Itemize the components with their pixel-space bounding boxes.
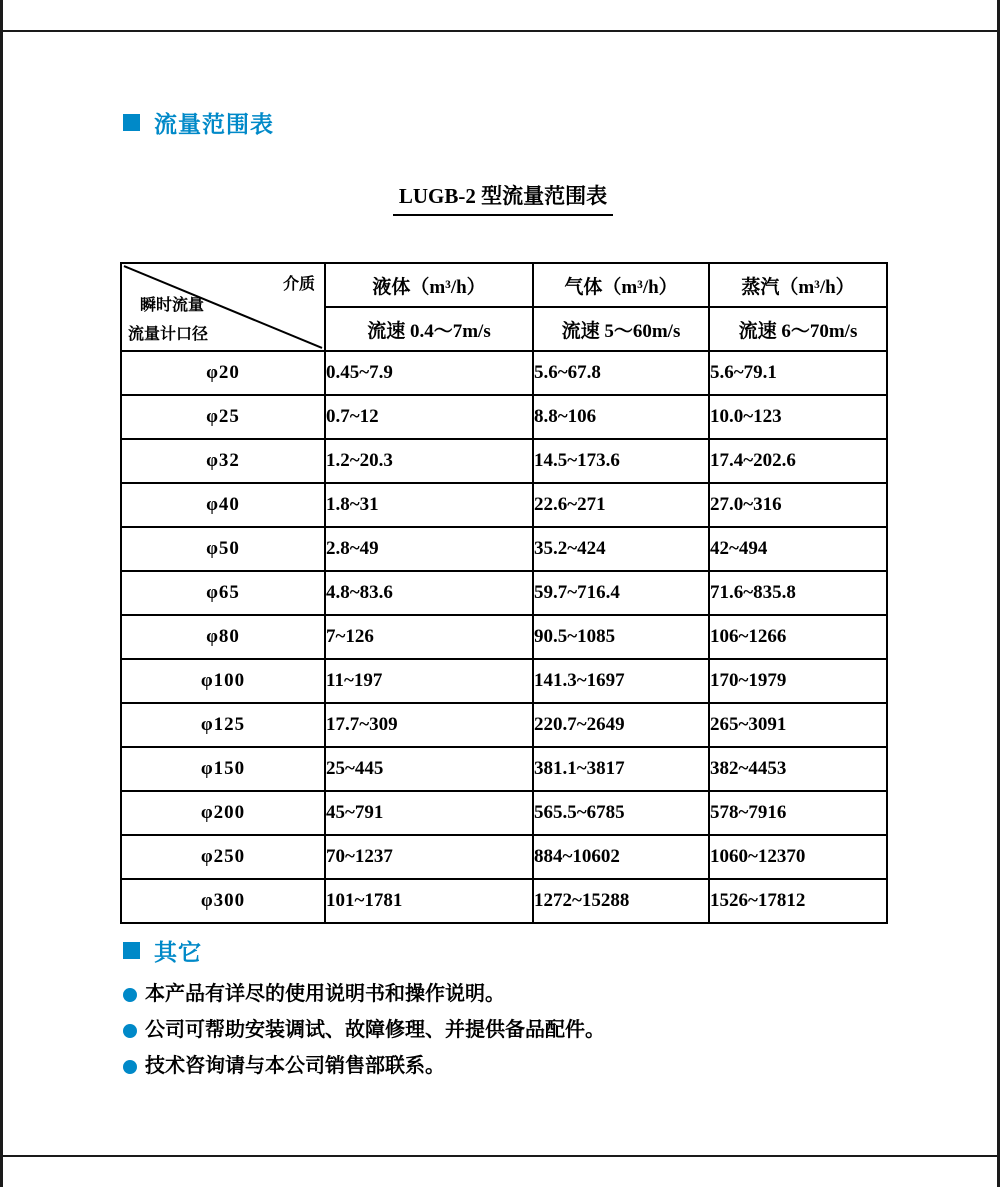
cell-gas: 1272~15288 — [533, 879, 709, 923]
cell-size: φ40 — [121, 483, 325, 527]
cell-liquid: 7~126 — [325, 615, 533, 659]
cell-steam: 382~4453 — [709, 747, 887, 791]
cell-liquid: 17.7~309 — [325, 703, 533, 747]
cell-size: φ300 — [121, 879, 325, 923]
bottom-divider — [3, 1155, 1000, 1157]
cell-size: φ200 — [121, 791, 325, 835]
cell-steam: 106~1266 — [709, 615, 887, 659]
cell-liquid: 0.45~7.9 — [325, 351, 533, 395]
table-row — [121, 351, 887, 395]
cell-steam: 578~7916 — [709, 791, 887, 835]
cell-steam: 17.4~202.6 — [709, 439, 887, 483]
cell-gas: 22.6~271 — [533, 483, 709, 527]
cell-size: φ125 — [121, 703, 325, 747]
cell-liquid: 11~197 — [325, 659, 533, 703]
cell-liquid: 70~1237 — [325, 835, 533, 879]
circle-bullet-icon — [123, 1060, 137, 1074]
cell-gas: 14.5~173.6 — [533, 439, 709, 483]
cell-gas: 35.2~424 — [533, 527, 709, 571]
cell-liquid: 2.8~49 — [325, 527, 533, 571]
section-heading-flow-range — [123, 106, 274, 139]
cell-steam: 1060~12370 — [709, 835, 887, 879]
table-row — [121, 439, 887, 483]
corner-label-diameter: 流量计口径 — [128, 326, 209, 343]
cell-size: φ50 — [121, 527, 325, 571]
table-row — [121, 879, 887, 923]
table-row — [121, 835, 887, 879]
cell-steam: 170~1979 — [709, 659, 887, 703]
table-caption-text: LUGB-2 型流量范围表 — [393, 180, 613, 216]
cell-liquid: 0.7~12 — [325, 395, 533, 439]
table-caption — [3, 180, 1000, 216]
table-row — [121, 483, 887, 527]
corner-label-media: 介质 — [282, 276, 315, 293]
cell-liquid: 4.8~83.6 — [325, 571, 533, 615]
section-title-text: 其它 — [154, 940, 202, 966]
cell-size: φ65 — [121, 571, 325, 615]
header-speed-steam: 流速 6～70m/s — [709, 307, 887, 351]
table-header-row — [121, 263, 887, 307]
cell-liquid: 101~1781 — [325, 879, 533, 923]
table-row — [121, 527, 887, 571]
header-speed-liquid: 流速 0.4～7m/s — [325, 307, 533, 351]
list-item — [123, 1054, 923, 1078]
cell-size: φ250 — [121, 835, 325, 879]
cell-size: φ25 — [121, 395, 325, 439]
cell-gas: 220.7~2649 — [533, 703, 709, 747]
table-row — [121, 791, 887, 835]
header-media-steam: 蒸汽（m³/h） — [709, 263, 887, 307]
cell-steam: 10.0~123 — [709, 395, 887, 439]
square-bullet-icon — [123, 114, 140, 131]
note-text: 本产品有详尽的使用说明书和操作说明。 — [145, 983, 505, 1005]
section-heading-other — [123, 934, 202, 967]
section-title-text: 流量范围表 — [154, 112, 274, 138]
top-divider — [3, 30, 1000, 32]
circle-bullet-icon — [123, 1024, 137, 1038]
cell-size: φ32 — [121, 439, 325, 483]
table-corner-cell — [121, 263, 325, 351]
cell-size: φ20 — [121, 351, 325, 395]
cell-liquid: 25~445 — [325, 747, 533, 791]
list-item — [123, 1018, 923, 1042]
table-row — [121, 747, 887, 791]
cell-gas: 565.5~6785 — [533, 791, 709, 835]
cell-steam: 42~494 — [709, 527, 887, 571]
table-row — [121, 703, 887, 747]
cell-liquid: 1.2~20.3 — [325, 439, 533, 483]
flow-range-table — [120, 262, 888, 924]
cell-size: φ150 — [121, 747, 325, 791]
notes-list — [123, 982, 923, 1090]
cell-gas: 59.7~716.4 — [533, 571, 709, 615]
cell-gas: 90.5~1085 — [533, 615, 709, 659]
table-row — [121, 659, 887, 703]
circle-bullet-icon — [123, 988, 137, 1002]
cell-liquid: 1.8~31 — [325, 483, 533, 527]
note-text: 技术咨询请与本公司销售部联系。 — [145, 1055, 445, 1077]
cell-gas: 8.8~106 — [533, 395, 709, 439]
header-media-gas: 气体（m³/h） — [533, 263, 709, 307]
cell-gas: 884~10602 — [533, 835, 709, 879]
cell-steam: 71.6~835.8 — [709, 571, 887, 615]
cell-size: φ100 — [121, 659, 325, 703]
cell-steam: 5.6~79.1 — [709, 351, 887, 395]
cell-gas: 141.3~1697 — [533, 659, 709, 703]
table-row — [121, 395, 887, 439]
header-speed-gas: 流速 5～60m/s — [533, 307, 709, 351]
list-item — [123, 982, 923, 1006]
square-bullet-icon — [123, 942, 140, 959]
cell-steam: 265~3091 — [709, 703, 887, 747]
table-row — [121, 571, 887, 615]
cell-gas: 5.6~67.8 — [533, 351, 709, 395]
cell-gas: 381.1~3817 — [533, 747, 709, 791]
cell-steam: 27.0~316 — [709, 483, 887, 527]
cell-size: φ80 — [121, 615, 325, 659]
header-media-liquid: 液体（m³/h） — [325, 263, 533, 307]
table-row — [121, 615, 887, 659]
cell-liquid: 45~791 — [325, 791, 533, 835]
corner-label-instant-flow: 瞬时流量 — [140, 297, 205, 314]
note-text: 公司可帮助安装调试、故障修理、并提供备品配件。 — [145, 1019, 605, 1041]
cell-steam: 1526~17812 — [709, 879, 887, 923]
